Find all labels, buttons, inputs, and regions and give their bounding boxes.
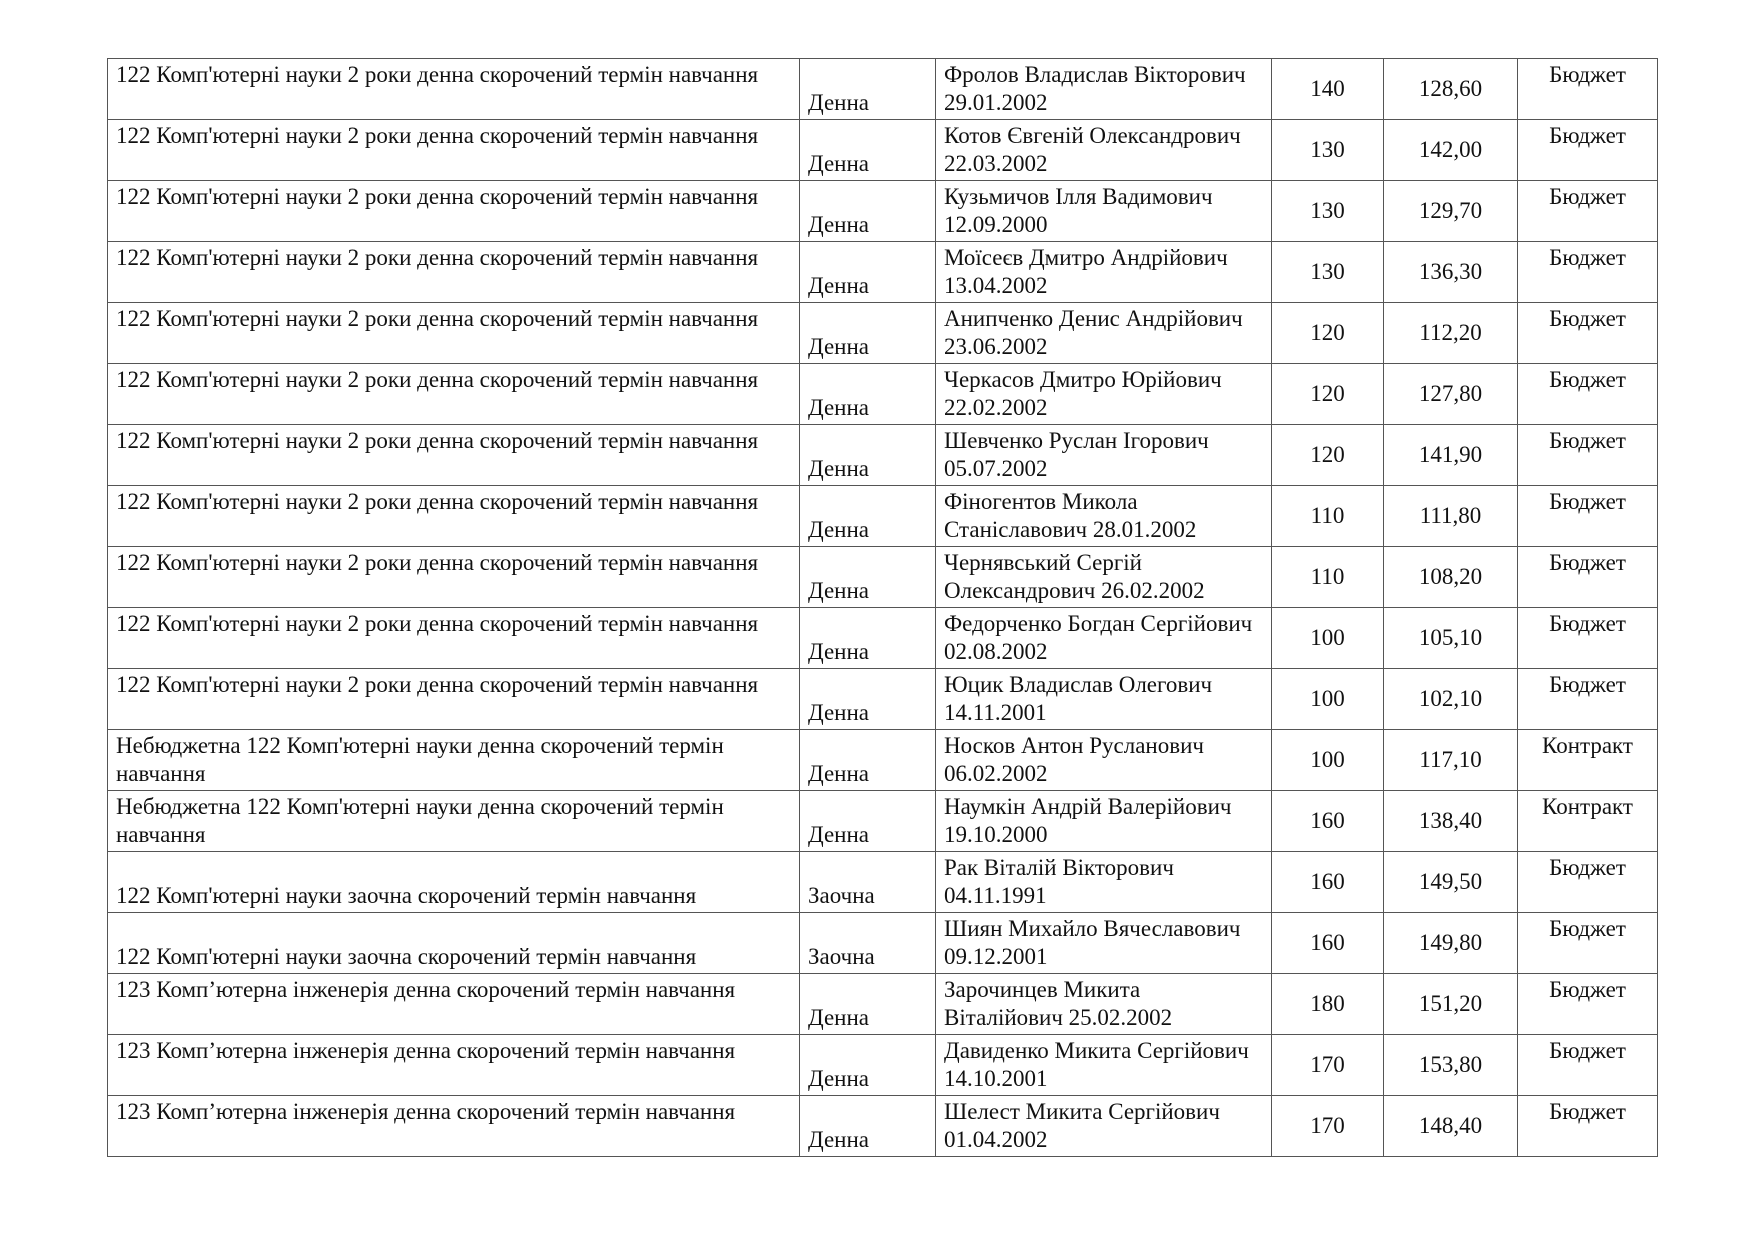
study-form-cell: Денна	[800, 547, 936, 608]
table-row	[108, 1035, 1658, 1096]
funding-cell: Бюджет	[1518, 242, 1658, 303]
score-cell: 100	[1272, 608, 1384, 669]
applicant-name-cell: Рак Віталій Вікторович 04.11.1991	[936, 852, 1272, 913]
score-cell: 120	[1272, 303, 1384, 364]
competitive-score-cell: 129,70	[1384, 181, 1518, 242]
table-row	[108, 425, 1658, 486]
program-cell: 122 Комп'ютерні науки 2 роки денна скорочений термін навчання	[108, 242, 800, 303]
applicant-name-cell: Федорченко Богдан Сергійович 02.08.2002	[936, 608, 1272, 669]
applicant-name-cell: Анипченко Денис Андрійович 23.06.2002	[936, 303, 1272, 364]
study-form-cell: Денна	[800, 608, 936, 669]
program-cell: 123 Комп’ютерна інженерія денна скорочений термін навчання	[108, 1035, 800, 1096]
competitive-score-cell: 102,10	[1384, 669, 1518, 730]
score-cell: 100	[1272, 730, 1384, 791]
competitive-score-cell: 138,40	[1384, 791, 1518, 852]
table-row	[108, 181, 1658, 242]
funding-cell: Бюджет	[1518, 364, 1658, 425]
table-row	[108, 547, 1658, 608]
funding-cell: Бюджет	[1518, 669, 1658, 730]
applicant-name-cell: Фіногентов Микола Станіславович 28.01.2002	[936, 486, 1272, 547]
competitive-score-cell: 127,80	[1384, 364, 1518, 425]
competitive-score-cell: 149,50	[1384, 852, 1518, 913]
table-row	[108, 242, 1658, 303]
study-form-cell: Денна	[800, 364, 936, 425]
competitive-score-cell: 108,20	[1384, 547, 1518, 608]
applicant-name-cell: Фролов Владислав Вікторович 29.01.2002	[936, 59, 1272, 120]
study-form-cell: Денна	[800, 486, 936, 547]
applicant-name-cell: Моїсеєв Дмитро Андрійович 13.04.2002	[936, 242, 1272, 303]
study-form-cell: Заочна	[800, 913, 936, 974]
funding-cell: Бюджет	[1518, 974, 1658, 1035]
table-row	[108, 120, 1658, 181]
program-cell: 122 Комп'ютерні науки 2 роки денна скорочений термін навчання	[108, 608, 800, 669]
score-cell: 120	[1272, 425, 1384, 486]
applicant-name-cell: Шелест Микита Сергійович 01.04.2002	[936, 1096, 1272, 1157]
study-form-cell: Денна	[800, 120, 936, 181]
funding-cell: Бюджет	[1518, 608, 1658, 669]
funding-cell: Бюджет	[1518, 425, 1658, 486]
table-row	[108, 730, 1658, 791]
study-form-cell: Денна	[800, 242, 936, 303]
study-form-cell: Денна	[800, 59, 936, 120]
score-cell: 160	[1272, 852, 1384, 913]
competitive-score-cell: 112,20	[1384, 303, 1518, 364]
applicant-name-cell: Черкасов Дмитро Юрійович 22.02.2002	[936, 364, 1272, 425]
score-cell: 160	[1272, 791, 1384, 852]
competitive-score-cell: 142,00	[1384, 120, 1518, 181]
table-row	[108, 791, 1658, 852]
score-cell: 130	[1272, 181, 1384, 242]
competitive-score-cell: 117,10	[1384, 730, 1518, 791]
study-form-cell: Денна	[800, 730, 936, 791]
funding-cell: Бюджет	[1518, 1035, 1658, 1096]
applicant-name-cell: Наумкін Андрій Валерійович 19.10.2000	[936, 791, 1272, 852]
score-cell: 130	[1272, 120, 1384, 181]
program-cell: 122 Комп'ютерні науки 2 роки денна скорочений термін навчання	[108, 364, 800, 425]
competitive-score-cell: 128,60	[1384, 59, 1518, 120]
funding-cell: Бюджет	[1518, 303, 1658, 364]
program-cell: 122 Комп'ютерні науки 2 роки денна скорочений термін навчання	[108, 669, 800, 730]
funding-cell: Бюджет	[1518, 486, 1658, 547]
program-cell: 122 Комп'ютерні науки 2 роки денна скорочений термін навчання	[108, 486, 800, 547]
program-cell: 122 Комп'ютерні науки 2 роки денна скорочений термін навчання	[108, 303, 800, 364]
score-cell: 110	[1272, 547, 1384, 608]
table-row	[108, 59, 1658, 120]
applicant-name-cell: Юцик Владислав Олегович 14.11.2001	[936, 669, 1272, 730]
score-cell: 110	[1272, 486, 1384, 547]
study-form-cell: Денна	[800, 1096, 936, 1157]
competitive-score-cell: 151,20	[1384, 974, 1518, 1035]
competitive-score-cell: 136,30	[1384, 242, 1518, 303]
competitive-score-cell: 141,90	[1384, 425, 1518, 486]
applicant-name-cell: Шевченко Руслан Ігорович 05.07.2002	[936, 425, 1272, 486]
table-row	[108, 913, 1658, 974]
program-cell: 122 Комп'ютерні науки 2 роки денна скорочений термін навчання	[108, 181, 800, 242]
applicant-name-cell: Котов Євгеній Олександрович 22.03.2002	[936, 120, 1272, 181]
program-cell: 123 Комп’ютерна інженерія денна скорочений термін навчання	[108, 1096, 800, 1157]
score-cell: 170	[1272, 1035, 1384, 1096]
study-form-cell: Денна	[800, 425, 936, 486]
applicant-name-cell: Зарочинцев Микита Віталійович 25.02.2002	[936, 974, 1272, 1035]
competitive-score-cell: 153,80	[1384, 1035, 1518, 1096]
funding-cell: Бюджет	[1518, 120, 1658, 181]
score-cell: 170	[1272, 1096, 1384, 1157]
program-cell: 122 Комп'ютерні науки 2 роки денна скорочений термін навчання	[108, 425, 800, 486]
study-form-cell: Заочна	[800, 852, 936, 913]
table-row	[108, 974, 1658, 1035]
table-row	[108, 1096, 1658, 1157]
applicant-name-cell: Давиденко Микита Сергійович 14.10.2001	[936, 1035, 1272, 1096]
funding-cell: Бюджет	[1518, 913, 1658, 974]
study-form-cell: Денна	[800, 669, 936, 730]
funding-cell: Бюджет	[1518, 59, 1658, 120]
table-row	[108, 852, 1658, 913]
competitive-score-cell: 149,80	[1384, 913, 1518, 974]
program-cell: 122 Комп'ютерні науки 2 роки денна скорочений термін навчання	[108, 59, 800, 120]
score-cell: 100	[1272, 669, 1384, 730]
study-form-cell: Денна	[800, 181, 936, 242]
applicants-table	[107, 58, 1658, 1157]
table-row	[108, 608, 1658, 669]
competitive-score-cell: 111,80	[1384, 486, 1518, 547]
applicant-name-cell: Шиян Михайло Вячеславович 09.12.2001	[936, 913, 1272, 974]
table-row	[108, 669, 1658, 730]
applicants-table-body	[108, 59, 1658, 1157]
applicant-name-cell: Чернявський Сергій Олександрович 26.02.2002	[936, 547, 1272, 608]
competitive-score-cell: 148,40	[1384, 1096, 1518, 1157]
competitive-score-cell: 105,10	[1384, 608, 1518, 669]
study-form-cell: Денна	[800, 791, 936, 852]
score-cell: 160	[1272, 913, 1384, 974]
program-cell: 122 Комп'ютерні науки заочна скорочений термін навчання	[108, 852, 800, 913]
program-cell: 122 Комп'ютерні науки 2 роки денна скорочений термін навчання	[108, 547, 800, 608]
program-cell: 122 Комп'ютерні науки заочна скорочений термін навчання	[108, 913, 800, 974]
table-row	[108, 303, 1658, 364]
score-cell: 120	[1272, 364, 1384, 425]
funding-cell: Контракт	[1518, 730, 1658, 791]
program-cell: 123 Комп’ютерна інженерія денна скорочений термін навчання	[108, 974, 800, 1035]
funding-cell: Бюджет	[1518, 547, 1658, 608]
funding-cell: Контракт	[1518, 791, 1658, 852]
score-cell: 140	[1272, 59, 1384, 120]
applicant-name-cell: Кузьмичов Ілля Вадимович 12.09.2000	[936, 181, 1272, 242]
study-form-cell: Денна	[800, 1035, 936, 1096]
study-form-cell: Денна	[800, 974, 936, 1035]
funding-cell: Бюджет	[1518, 1096, 1658, 1157]
program-cell: Небюджетна 122 Комп'ютерні науки денна скорочений термін навчання	[108, 791, 800, 852]
program-cell: Небюджетна 122 Комп'ютерні науки денна скорочений термін навчання	[108, 730, 800, 791]
table-row	[108, 486, 1658, 547]
score-cell: 180	[1272, 974, 1384, 1035]
funding-cell: Бюджет	[1518, 852, 1658, 913]
study-form-cell: Денна	[800, 303, 936, 364]
program-cell: 122 Комп'ютерні науки 2 роки денна скорочений термін навчання	[108, 120, 800, 181]
score-cell: 130	[1272, 242, 1384, 303]
applicant-name-cell: Носков Антон Русланович 06.02.2002	[936, 730, 1272, 791]
funding-cell: Бюджет	[1518, 181, 1658, 242]
table-row	[108, 364, 1658, 425]
